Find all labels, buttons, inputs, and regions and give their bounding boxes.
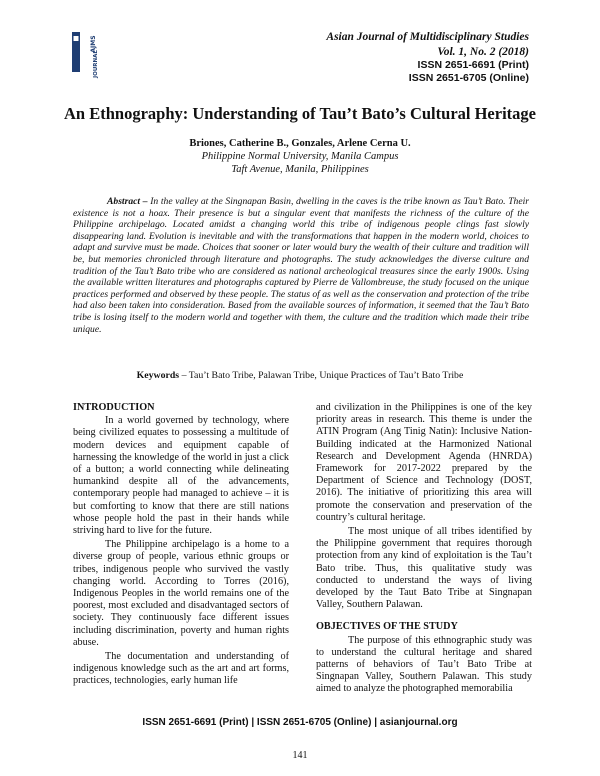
svg-text:AJMS: AJMS: [90, 35, 97, 53]
author-affiliation: Philippine Normal University, Manila Campus: [201, 151, 399, 162]
journal-logo: [72, 28, 99, 78]
svg-text:AJMS: AJMS: [82, 51, 88, 65]
page-number: 141: [292, 750, 308, 761]
abstract: [73, 196, 529, 335]
author-block: [0, 137, 600, 176]
abstract-text: In the valley at the Singnapan Basin, dwelling in the caves is the tribe known as Tau’t Bato. Their existence is not a hoax. Their presence is but a singular event that manifests the richness of the culture of the Philippine archipelago. Located amidst a changing world this tribe of indigenous people clings fast slowly disappearing land. Evolution is inevitable and with the transformations that happen in the modern world, choices to adapt and survive must be made. Choices that sooner or later would bury the wealth of their culture and tradition will be, but memories chronicled through literature and photographs. The study acknowledges the diverse culture and tradition of the Tau’t Bato tribe who are considered as national archeological treasures since the early 1900s. Using the available written literatures and photographs captured by Pierre de Vallombreuse, the study focused on the unique practices performed and observed by these people. The status of as well as the conservation and protection of the tribe had also been taken into consideration. Based from the available sources of information, it seemed that the Tau’t Bato tribe is losing itself to the modern world and together with them, the culture and the tradition which made their tribe unique.: [73, 196, 530, 335]
footer-issn: ISSN 2651-6691 (Print) | ISSN 2651-6705 (Online) | asianjournal.org: [142, 717, 458, 728]
intro-paragraph-2: The Philippine archipelago is a home to a diverse group of people, various ethnic groups or tribes, indigenous people who survived the vastly changing world. According to Torres (2016), Indigenous Peoples in the world remains one of the poorest, most excluded and disadvantaged sectors of society. They continuously face different issues including discrimination, poverty and human rights abuse.: [73, 539, 289, 648]
paper-title: An Ethnography: Understanding of Tau’t Bato’s Cultural Heritage: [64, 104, 536, 123]
intro-paragraph-3-continued: and civilization in the Philippines is one of the key priority areas in research. This theme is under the ATIN Program (Ang Tinig Natin): Inclusive Nation-Building indicated at the Harmonized National Research and Development Agenda (HNRDA) Framework for 2017-2022 prepared by the Department of Science and Technology (DOST, 2016). The initiative of prioritizing this area will promote the conservation and preservation of the country’s cultural heritage.: [316, 402, 532, 523]
section-heading-objectives: OBJECTIVES OF THE STUDY: [316, 621, 458, 633]
issn-print: ISSN 2651-6691 (Print): [417, 59, 529, 71]
abstract-label: Abstract –: [107, 196, 148, 207]
intro-paragraph-4: The most unique of all tribes identified by the Philippine government that requires thorough protection from any kind of exploitation is the Tau’t Bato tribe. Thus, this qualitative study was conducted to understand the ways of living developed by the Taut Bato Tribe at Singnapan Valley, Southern Palawan.: [316, 526, 532, 611]
svg-text:JOURNAL: JOURNAL: [93, 50, 99, 78]
intro-paragraph-1: In a world governed by technology, where being civilized equates to possessing a multitude of modern devices and equipment capable of harnessing the knowledge of the world in just a click of a button; a world connecting while delineating humankind despite all of the advancements, contemporary people had managed to achieve – it is but comforting to know that there are still nations whose people hold the past in their hands while striving hard to live for the future.: [73, 415, 289, 537]
section-heading-introduction: INTRODUCTION: [73, 402, 155, 413]
author-address: Taft Avenue, Manila, Philippines: [231, 164, 369, 175]
journal-title: Asian Journal of Multidisciplinary Studies: [326, 31, 529, 43]
body-column-right: [316, 402, 532, 698]
issn-online: ISSN 2651-6705 (Online): [408, 72, 529, 84]
intro-paragraph-3: The documentation and understanding of indigenous knowledge such as the art and art forms, practices, technologies, early human life: [73, 651, 289, 687]
objectives-paragraph-1: The purpose of this ethnographic study was to understand the cultural heritage and shared patterns of behaviors of Tau’t Bato Tribe at Singnapan Valley, Southern Palawan. This study aimed to analyze the photographed memorabilia: [316, 634, 532, 695]
body-column-left: [73, 402, 289, 690]
keywords: [0, 370, 600, 381]
journal-header: [326, 30, 529, 85]
keywords-label: Keywords: [136, 370, 180, 381]
journal-volume: Vol. 1, No. 2 (2018): [437, 46, 529, 58]
author-names: Briones, Catherine B., Gonzales, Arlene Cerna U.: [189, 138, 411, 149]
keywords-text: – Tau’t Bato Tribe, Palawan Tribe, Unique Practices of Tau’t Bato Tribe: [179, 370, 464, 381]
